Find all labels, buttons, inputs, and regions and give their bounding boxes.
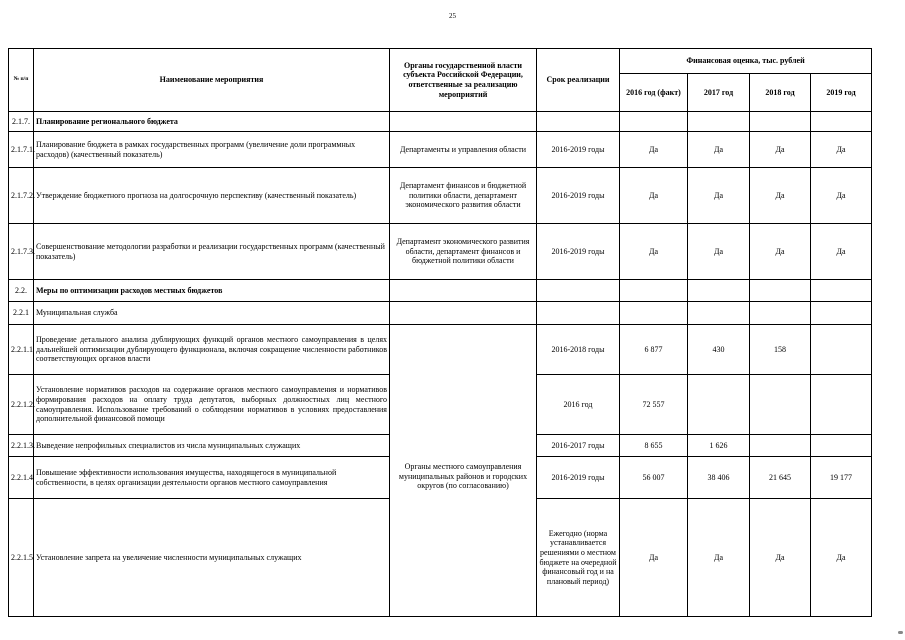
year-2017-header: 2017 год [688, 74, 750, 112]
responsible-organ: Департаменты и управления области [390, 132, 537, 168]
measure-name: Проведение детального анализа дублирующих функций органов местного самоуправления в целях дальнейшей оптимизации дублирующего функционала, включая сокращение численности работников соответствующих органов власти [34, 325, 390, 375]
term-cell: 2016-2017 годы [537, 435, 620, 457]
section-title: Планирование регионального бюджета [34, 112, 390, 132]
measure-name: Совершенствование методологии разработки и реализации государственных программ (качественный показатель) [34, 224, 390, 280]
table-row [9, 325, 872, 375]
row-number: 2.2.1.1 [9, 325, 34, 375]
value-2016: 56 007 [620, 457, 688, 499]
name-header: Наименование мероприятия [34, 49, 390, 112]
section-row [9, 280, 872, 302]
value-2017: Да [688, 499, 750, 617]
value-2019: 19 177 [811, 457, 872, 499]
value-2018: 21 645 [750, 457, 811, 499]
row-number: 2.1.7.3. [9, 224, 34, 280]
value-2016: Да [620, 499, 688, 617]
value-2019: Да [811, 224, 872, 280]
section-row [9, 112, 872, 132]
term-header: Срок реализации [537, 49, 620, 112]
value-2018: Да [750, 499, 811, 617]
value-2019: Да [811, 132, 872, 168]
term-cell: 2016-2019 годы [537, 168, 620, 224]
organs-header: Органы государственной власти субъекта Российской Федерации, ответственные за реализацию мероприятий [390, 49, 537, 112]
value-2017: 38 406 [688, 457, 750, 499]
value-2016: 72 557 [620, 375, 688, 435]
value-2018 [750, 435, 811, 457]
value-2017: 1 626 [688, 435, 750, 457]
year-2016-header: 2016 год (факт) [620, 74, 688, 112]
term-cell: 2016-2019 годы [537, 457, 620, 499]
measure-name: Установление нормативов расходов на содержание органов местного самоуправления и нормативов формирования расходов на оплату труда депутатов, выборных должностных лиц местного самоуправления. Использование требований о соблюдении нормативов в условиях предоставления дополнительной финансовой помощи [34, 375, 390, 435]
value-2017: 430 [688, 325, 750, 375]
value-2017 [688, 375, 750, 435]
measures-table [8, 48, 872, 617]
value-2016: Да [620, 168, 688, 224]
value-2018 [750, 375, 811, 435]
value-2019 [811, 375, 872, 435]
row-number: 2.2.1.3. [9, 435, 34, 457]
year-2018-header: 2018 год [750, 74, 811, 112]
measure-name: Планирование бюджета в рамках государственных программ (увеличение доли программных расходов) (качественный показатель) [34, 132, 390, 168]
responsible-organ: Департамент экономического развития области, департамент финансов и бюджетной политики области [390, 224, 537, 280]
responsible-organ-merged: Органы местного самоуправления муниципальных районов и городских округов (по согласованию) [390, 325, 537, 617]
header-row [9, 49, 872, 74]
value-2017: Да [688, 132, 750, 168]
table-row [9, 224, 872, 280]
value-2018: Да [750, 224, 811, 280]
value-2016: 6 877 [620, 325, 688, 375]
section-number: 2.1.7. [9, 112, 34, 132]
measure-name: Повышение эффективности использования имущества, находящегося в муниципальной собственности, в целях организации деятельности органов местного самоуправления [34, 457, 390, 499]
value-2019: Да [811, 168, 872, 224]
table-row [9, 168, 872, 224]
term-cell: 2016-2019 годы [537, 224, 620, 280]
row-number: 2.1.7.2. [9, 168, 34, 224]
value-2018: Да [750, 168, 811, 224]
value-2019: Да [811, 499, 872, 617]
row-number: 2.2.1.4 [9, 457, 34, 499]
value-2018: 158 [750, 325, 811, 375]
value-2017: Да [688, 224, 750, 280]
value-2017: Да [688, 168, 750, 224]
section-number: 2.2.1 [9, 302, 34, 325]
row-number: 2.2.1.5 [9, 499, 34, 617]
term-cell: Ежегодно (норма устанавливается решениями о местном бюджете на очередной финансовый год и на плановый период) [537, 499, 620, 617]
value-2016: Да [620, 224, 688, 280]
year-2019-header: 2019 год [811, 74, 872, 112]
responsible-organ: Департамент финансов и бюджетной политики области, департамент экономического развития области [390, 168, 537, 224]
value-2019 [811, 325, 872, 375]
row-number: 2.1.7.1. [9, 132, 34, 168]
section-title: Муниципальная служба [34, 302, 390, 325]
scan-artifact [898, 631, 903, 634]
measure-name: Выведение непрофильных специалистов из числа муниципальных служащих [34, 435, 390, 457]
term-cell: 2016-2019 годы [537, 132, 620, 168]
value-2019 [811, 435, 872, 457]
table-row [9, 132, 872, 168]
value-2018: Да [750, 132, 811, 168]
value-2016: Да [620, 132, 688, 168]
section-title: Меры по оптимизации расходов местных бюджетов [34, 280, 390, 302]
section-row [9, 302, 872, 325]
measure-name: Утверждение бюджетного прогноза на долгосрочную перспективу (качественный показатель) [34, 168, 390, 224]
page-number: 25 [449, 12, 456, 20]
value-2016: 8 655 [620, 435, 688, 457]
measure-name: Установление запрета на увеличение численности муниципальных служащих [34, 499, 390, 617]
finance-header: Финансовая оценка, тыс. рублей [620, 49, 872, 74]
term-cell: 2016 год [537, 375, 620, 435]
term-cell: 2016-2018 годы [537, 325, 620, 375]
num-header: № п/п [9, 49, 34, 112]
row-number: 2.2.1.2. [9, 375, 34, 435]
section-number: 2.2. [9, 280, 34, 302]
